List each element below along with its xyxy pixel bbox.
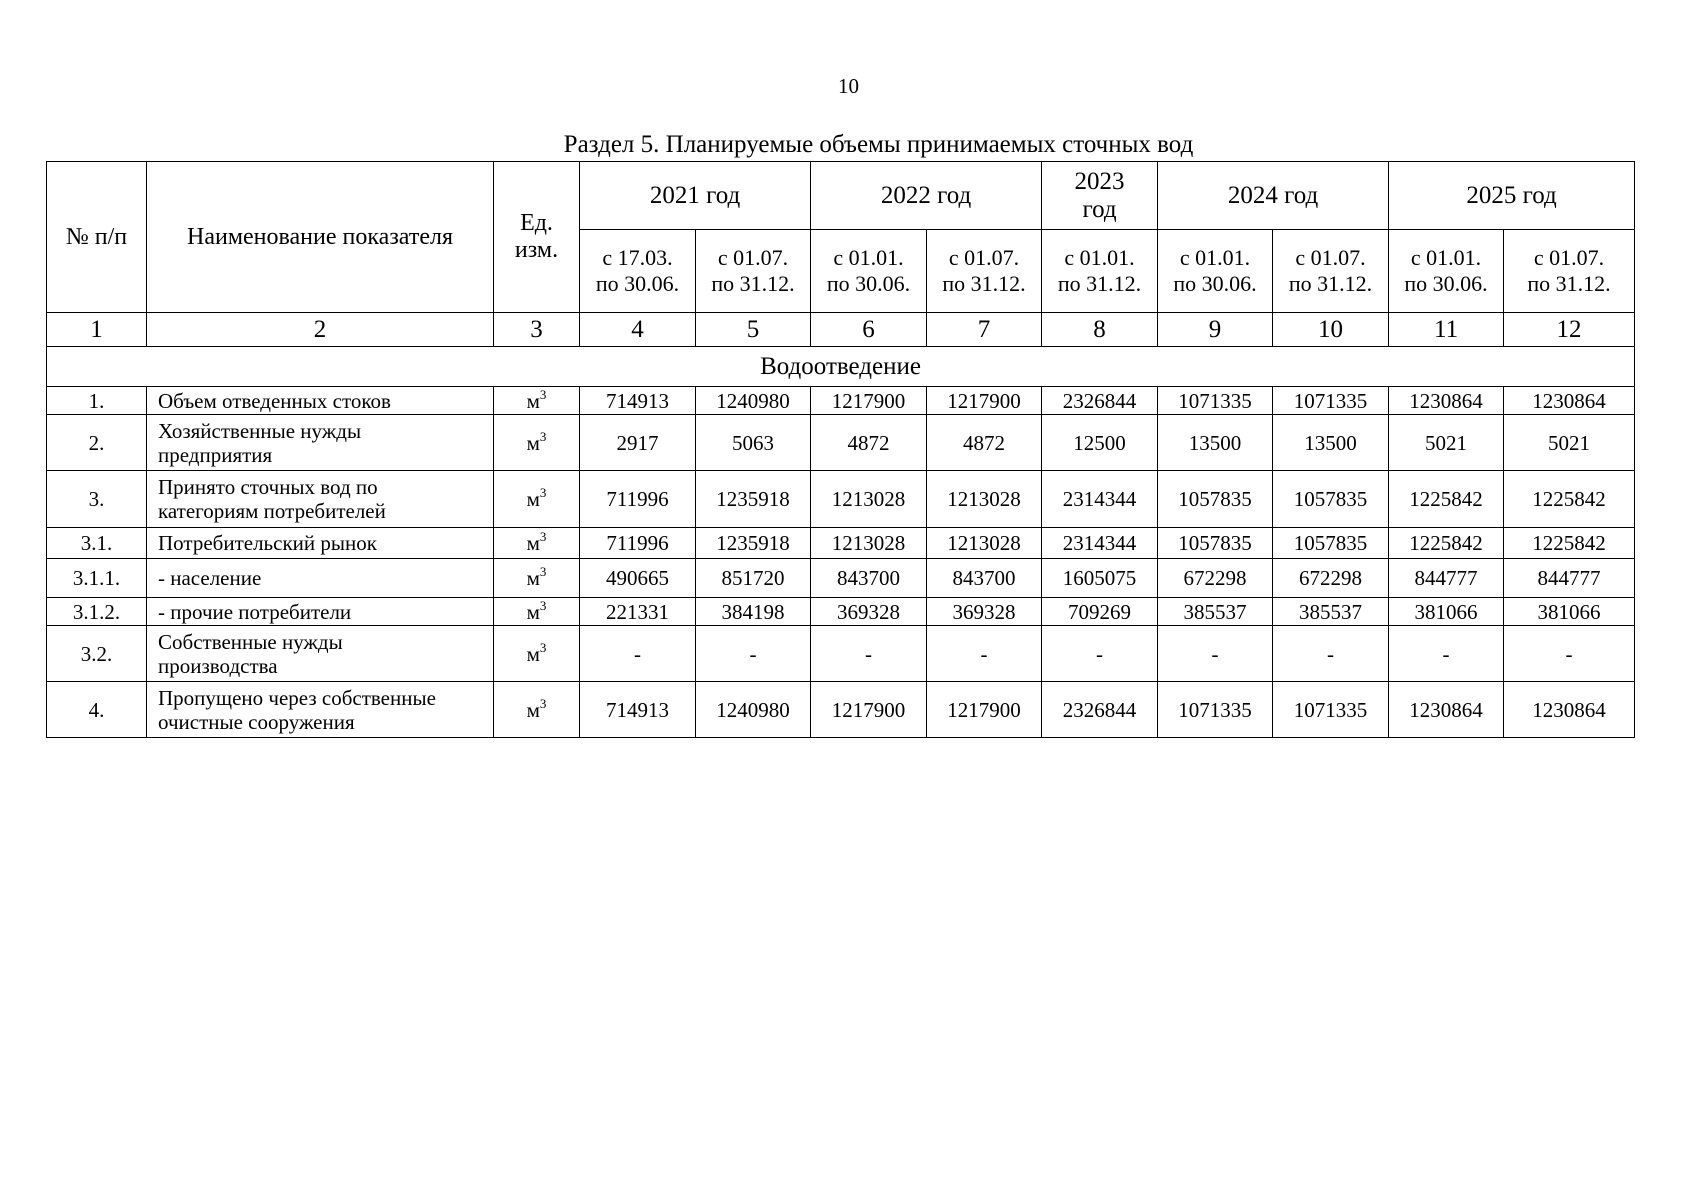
value-cell: 381066	[1504, 598, 1635, 626]
indicator-name-line: Принято сточных вод по	[158, 475, 378, 499]
value-cell: 1235918	[696, 471, 811, 528]
header-period	[1158, 230, 1273, 313]
value-cell: 1213028	[811, 471, 927, 528]
value-cell: 1230864	[1504, 387, 1635, 415]
unit-cell	[494, 682, 580, 738]
period-to: по 31.12.	[1057, 271, 1142, 296]
value-cell: -	[580, 626, 696, 682]
value-cell: 381066	[1389, 598, 1504, 626]
value-cell: 1225842	[1504, 471, 1635, 528]
indicator-name	[147, 471, 494, 528]
group-title: Водоотведение	[47, 347, 1635, 387]
column-number: 7	[927, 313, 1042, 347]
value-cell: -	[696, 626, 811, 682]
value-cell: 2326844	[1042, 387, 1158, 415]
value-cell: 12500	[1042, 415, 1158, 471]
unit-cell	[494, 559, 580, 598]
row-number: 3.1.	[47, 528, 147, 559]
row-number: 3.	[47, 471, 147, 528]
value-cell: 2917	[580, 415, 696, 471]
indicator-name	[147, 528, 494, 559]
unit-superscript: 3	[539, 485, 547, 500]
unit-cell	[494, 471, 580, 528]
header-unit	[494, 162, 580, 313]
header-name: Наименование показателя	[147, 162, 494, 313]
row-number: 3.1.2.	[47, 598, 147, 626]
value-cell: 711996	[580, 471, 696, 528]
value-cell: 2326844	[1042, 682, 1158, 738]
column-number: 8	[1042, 313, 1158, 347]
value-cell: 5063	[696, 415, 811, 471]
indicator-name-line: категориям потребителей	[158, 499, 386, 523]
value-cell: 1213028	[811, 528, 927, 559]
period-to: по 31.12.	[942, 271, 1026, 296]
value-cell: 714913	[580, 682, 696, 738]
unit-base: м	[526, 599, 540, 624]
period-from: с 01.01.	[1179, 245, 1251, 270]
unit-cell	[494, 415, 580, 471]
unit-cell	[494, 528, 580, 559]
value-cell: -	[927, 626, 1042, 682]
value-cell: 1057835	[1158, 528, 1273, 559]
unit-base: м	[526, 566, 540, 590]
value-cell: -	[1389, 626, 1504, 682]
period-from: с 01.01.	[833, 245, 904, 270]
period-to: по 30.06.	[1173, 271, 1257, 296]
value-cell: 490665	[580, 559, 696, 598]
value-cell: 2314344	[1042, 471, 1158, 528]
unit-superscript: 3	[539, 428, 547, 444]
header-year-2022: 2022 год	[811, 162, 1042, 230]
table-row	[47, 415, 1635, 471]
value-cell: -	[1042, 626, 1158, 682]
header-num: № п/п	[47, 162, 147, 313]
value-cell: 709269	[1042, 598, 1158, 626]
indicator-name-line: очистные сооружения	[158, 709, 355, 734]
column-number: 2	[147, 313, 494, 347]
value-cell: 1230864	[1389, 682, 1504, 738]
value-cell: 1225842	[1504, 528, 1635, 559]
indicator-name-line: - прочие потребители	[158, 599, 352, 624]
value-cell: 1071335	[1158, 682, 1273, 738]
value-cell: 1217900	[927, 682, 1042, 738]
unit-base: м	[526, 487, 540, 511]
value-cell: 672298	[1273, 559, 1389, 598]
table-row	[47, 387, 1635, 415]
unit-cell	[494, 626, 580, 682]
value-cell: 1217900	[811, 387, 927, 415]
value-cell: 1057835	[1273, 471, 1389, 528]
unit-base: м	[526, 531, 540, 555]
indicator-name	[147, 626, 494, 682]
value-cell: 844777	[1504, 559, 1635, 598]
period-to: по 30.06.	[1404, 271, 1488, 296]
value-cell: 1230864	[1389, 387, 1504, 415]
value-cell: -	[1273, 626, 1389, 682]
table-row	[47, 682, 1635, 738]
indicator-name	[147, 559, 494, 598]
unit-cell	[494, 387, 580, 415]
period-from: с 17.03.	[602, 245, 673, 270]
indicator-name-line: Собственные нужды	[158, 629, 343, 654]
value-cell: 1213028	[927, 528, 1042, 559]
indicator-name	[147, 682, 494, 738]
indicator-name	[147, 387, 494, 415]
header-year-2024: 2024 год	[1158, 162, 1389, 230]
value-cell: 369328	[811, 598, 927, 626]
value-cell: -	[1504, 626, 1635, 682]
period-from: с 01.07.	[1295, 245, 1366, 270]
indicator-name	[147, 598, 494, 626]
unit-superscript: 3	[539, 639, 547, 655]
unit-superscript: 3	[539, 386, 547, 402]
header-unit-line1: Ед.	[520, 210, 553, 236]
header-period	[696, 230, 811, 313]
value-cell: -	[1158, 626, 1273, 682]
period-to: по 30.06.	[826, 271, 911, 296]
value-cell: 5021	[1389, 415, 1504, 471]
period-to: по 31.12.	[711, 271, 795, 296]
period-from: с 01.01.	[1410, 245, 1482, 270]
value-cell: 1213028	[927, 471, 1042, 528]
value-cell: 385537	[1273, 598, 1389, 626]
value-cell: 13500	[1273, 415, 1389, 471]
value-cell: 672298	[1158, 559, 1273, 598]
value-cell: 1217900	[927, 387, 1042, 415]
indicator-name-line: Потребительский рынок	[158, 531, 377, 555]
indicator-name-line: Пропущено через собственные	[158, 685, 436, 710]
column-number: 12	[1504, 313, 1635, 347]
page-number: 10	[838, 74, 859, 98]
unit-superscript: 3	[539, 597, 547, 613]
unit-base: м	[526, 430, 540, 455]
value-cell: 1225842	[1389, 471, 1504, 528]
row-number: 1.	[47, 387, 147, 415]
unit-base: м	[526, 697, 540, 722]
column-number-row	[47, 313, 1635, 347]
value-cell: 1071335	[1273, 682, 1389, 738]
table-header	[47, 162, 1635, 313]
table-row	[47, 471, 1635, 528]
period-from: с 01.07.	[948, 245, 1020, 270]
value-cell: 844777	[1389, 559, 1504, 598]
value-cell: 2314344	[1042, 528, 1158, 559]
indicator-name	[147, 415, 494, 471]
value-cell: 384198	[696, 598, 811, 626]
table-body	[47, 313, 1635, 387]
group-row	[47, 347, 1635, 387]
period-from: с 01.07.	[717, 245, 789, 270]
value-cell: 1071335	[1158, 387, 1273, 415]
indicator-name-line: предприятия	[158, 442, 273, 467]
table-row	[47, 626, 1635, 682]
value-cell: 1230864	[1504, 682, 1635, 738]
header-period	[1389, 230, 1504, 313]
table-row	[47, 528, 1635, 559]
value-cell: 843700	[811, 559, 927, 598]
header-year-2025: 2025 год	[1389, 162, 1635, 230]
column-number: 10	[1273, 313, 1389, 347]
value-cell: 4872	[811, 415, 927, 471]
value-cell: -	[811, 626, 927, 682]
period-to: по 31.12.	[1288, 271, 1373, 296]
value-cell: 1605075	[1042, 559, 1158, 598]
unit-base: м	[526, 641, 540, 666]
value-cell: 1057835	[1158, 471, 1273, 528]
indicator-name-line: - население	[158, 566, 262, 590]
row-number: 4.	[47, 682, 147, 738]
indicator-name-line: Объем отведенных стоков	[158, 388, 391, 413]
header-period	[580, 230, 696, 313]
column-number: 11	[1389, 313, 1504, 347]
column-number: 5	[696, 313, 811, 347]
value-cell: 4872	[927, 415, 1042, 471]
value-cell: 1225842	[1389, 528, 1504, 559]
unit-base: м	[526, 388, 540, 413]
value-cell: 714913	[580, 387, 696, 415]
header-period	[927, 230, 1042, 313]
column-number: 4	[580, 313, 696, 347]
water-disposal-table	[46, 161, 1635, 738]
value-cell: 385537	[1158, 598, 1273, 626]
unit-cell	[494, 598, 580, 626]
unit-superscript: 3	[539, 695, 547, 711]
row-number: 3.2.	[47, 626, 147, 682]
data-rows	[47, 387, 1635, 738]
value-cell: 843700	[927, 559, 1042, 598]
header-period	[1273, 230, 1389, 313]
column-number: 9	[1158, 313, 1273, 347]
row-number: 3.1.1.	[47, 559, 147, 598]
value-cell: 1071335	[1273, 387, 1389, 415]
column-number: 6	[811, 313, 927, 347]
value-cell: 711996	[580, 528, 696, 559]
header-year-2021: 2021 год	[580, 162, 811, 230]
value-cell: 1057835	[1273, 528, 1389, 559]
value-cell: 851720	[696, 559, 811, 598]
value-cell: 1217900	[811, 682, 927, 738]
section-title: Раздел 5. Планируемые объемы принимаемых сточных вод	[563, 131, 1194, 158]
value-cell: 5021	[1504, 415, 1635, 471]
row-number: 2.	[47, 415, 147, 471]
value-cell: 221331	[580, 598, 696, 626]
table-row	[47, 559, 1635, 598]
value-cell: 1240980	[696, 682, 811, 738]
value-cell: 1235918	[696, 528, 811, 559]
header-period	[1042, 230, 1158, 313]
value-cell: 1240980	[696, 387, 811, 415]
header-period	[811, 230, 927, 313]
unit-superscript: 3	[539, 529, 547, 544]
indicator-name-line: Хозяйственные нужды	[158, 418, 362, 443]
header-period	[1504, 230, 1635, 313]
table-row	[47, 598, 1635, 626]
period-from: с 01.07.	[1533, 245, 1605, 270]
indicator-name-line: производства	[158, 653, 278, 678]
period-to: по 31.12.	[1527, 271, 1611, 296]
column-number: 1	[47, 313, 147, 347]
header-year-2023: 2023 год	[1042, 162, 1158, 230]
value-cell: 13500	[1158, 415, 1273, 471]
period-to: по 30.06.	[595, 271, 680, 296]
value-cell: 369328	[927, 598, 1042, 626]
period-from: с 01.01.	[1064, 245, 1135, 270]
column-number: 3	[494, 313, 580, 347]
header-unit-line2: изм.	[514, 237, 559, 263]
unit-superscript: 3	[539, 564, 547, 579]
